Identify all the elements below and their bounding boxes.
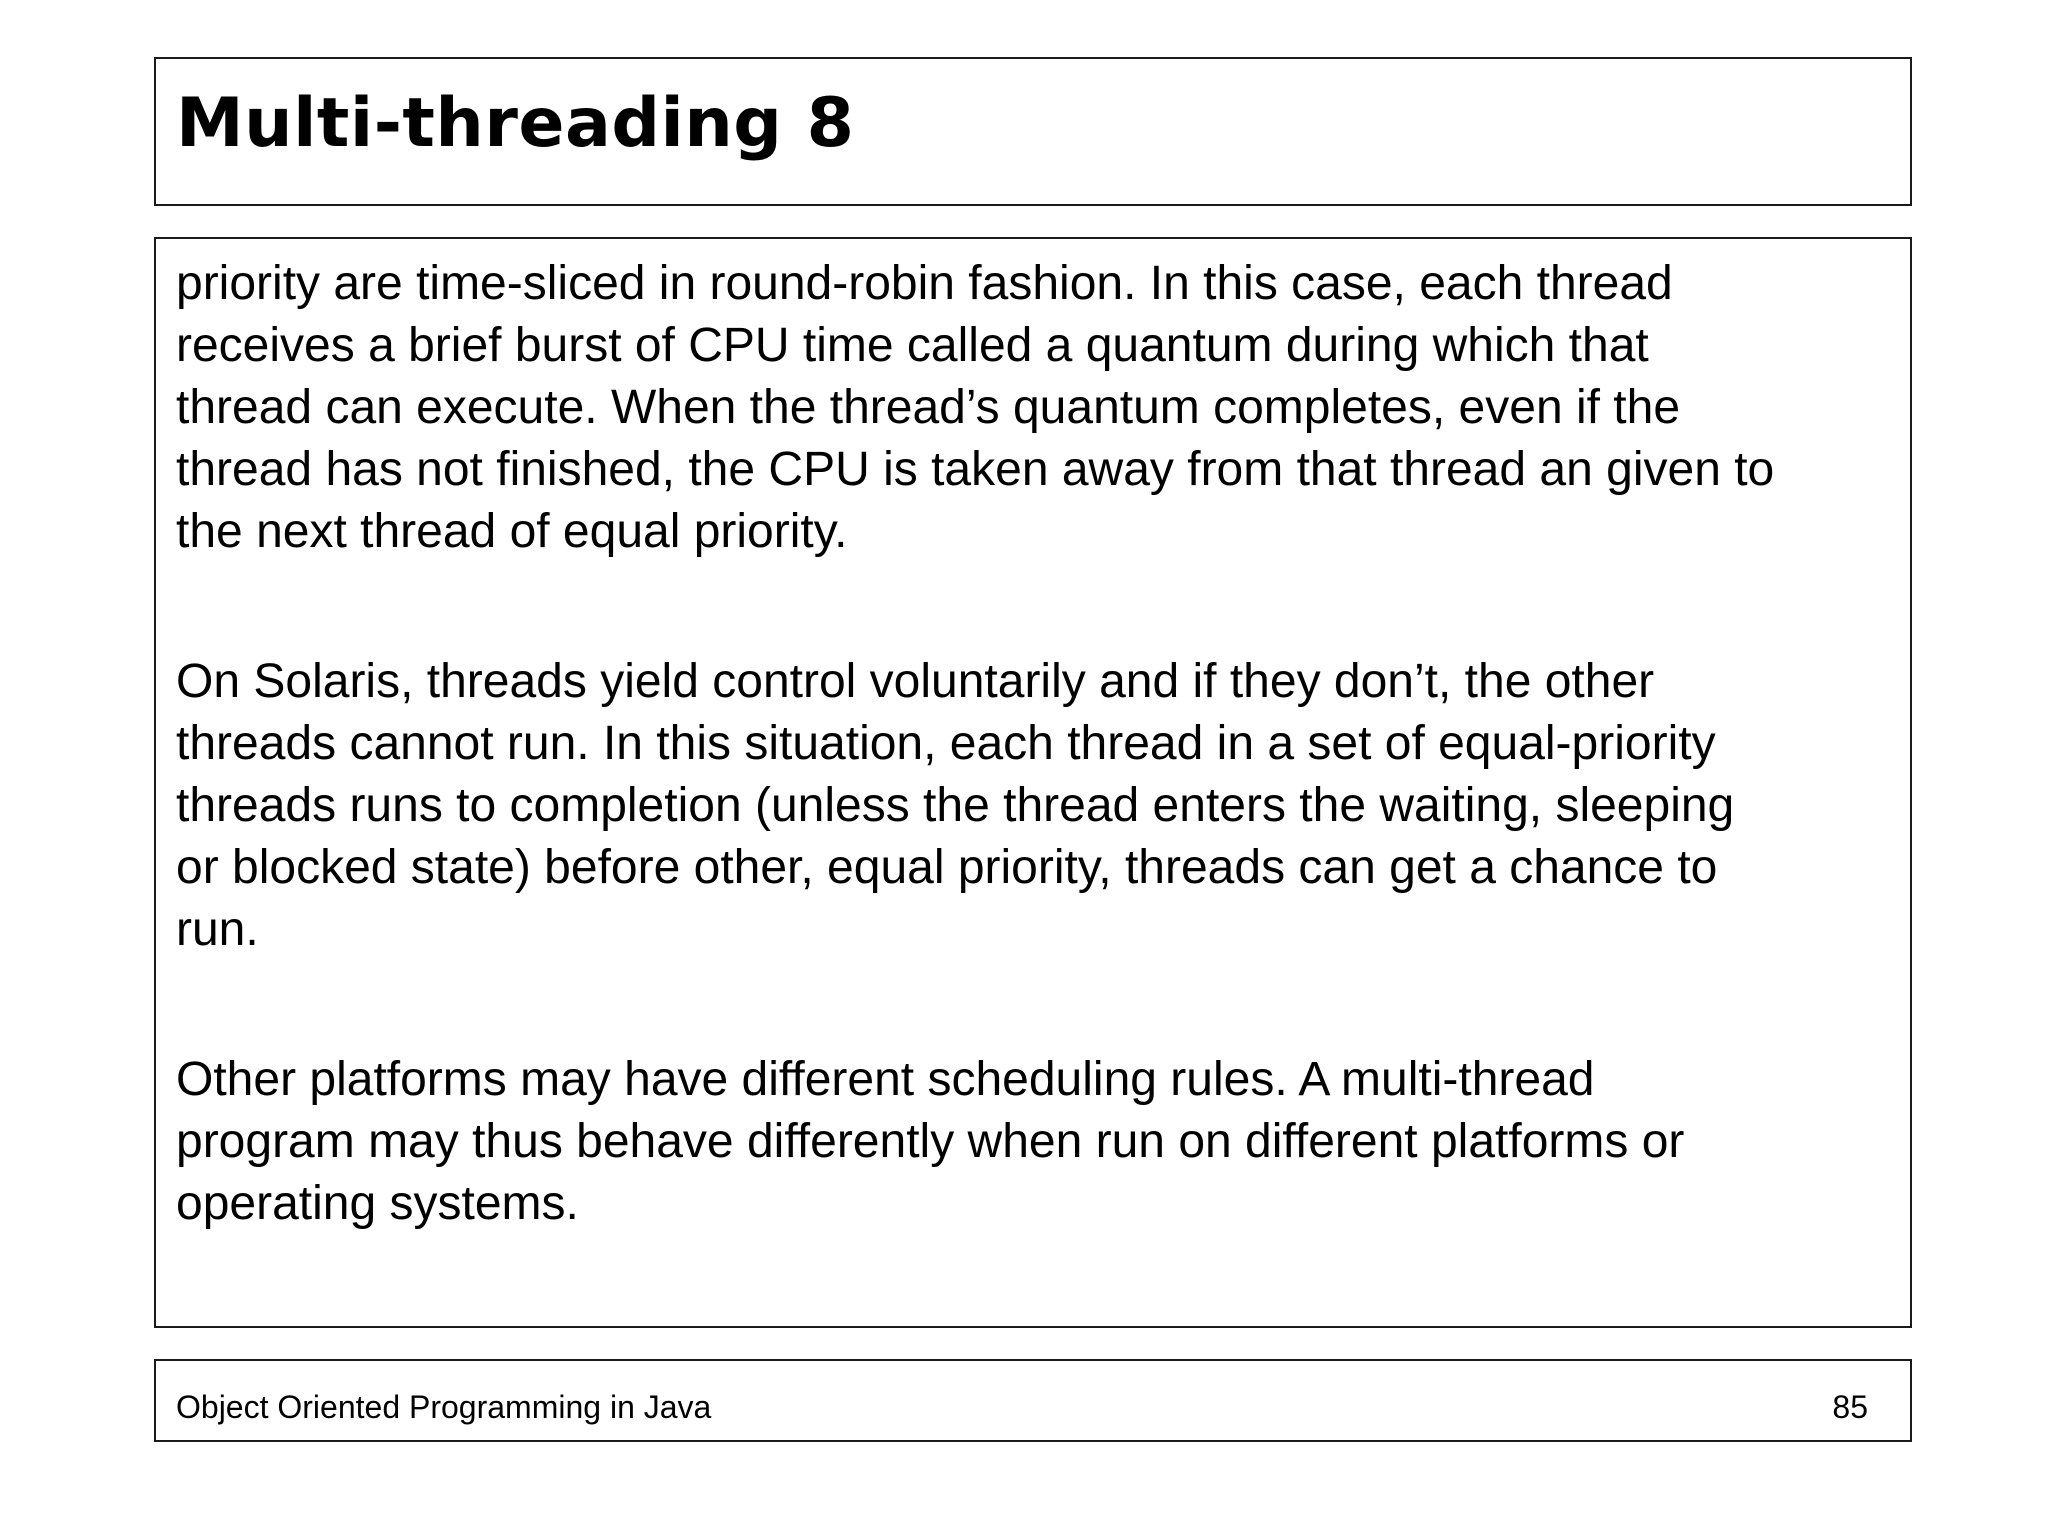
content-frame <box>154 237 1912 1328</box>
paragraph <box>176 253 1896 563</box>
slide-title: Multi-threading 8 <box>176 84 855 163</box>
text-line: or blocked state) before other, equal priority, threads can get a chance to <box>176 841 1718 894</box>
title-frame <box>154 57 1912 206</box>
footer-course-title: Object Oriented Programming in Java <box>176 1389 712 1425</box>
text-line: the next thread of equal priority. <box>176 505 848 558</box>
text-line: threads cannot run. In this situation, each thread in a set of equal-priority <box>176 717 1716 770</box>
paragraph <box>176 651 1896 961</box>
text-line: priority are time-sliced in round-robin fashion. In this case, each thread <box>176 257 1673 310</box>
text-line: receives a brief burst of CPU time called a quantum during which that <box>176 319 1649 372</box>
slide-body <box>176 253 1896 1235</box>
text-line: thread can execute. When the thread’s quantum completes, even if the <box>176 381 1681 434</box>
page-number: 85 <box>1832 1389 1868 1425</box>
text-line: operating systems. <box>176 1177 579 1230</box>
text-line: Other platforms may have different scheduling rules. A multi-thread <box>176 1053 1595 1106</box>
text-line: program may thus behave differently when run on different platforms or <box>176 1115 1685 1168</box>
text-line: run. <box>176 903 259 956</box>
text-line: On Solaris, threads yield control voluntarily and if they don’t, the other <box>176 655 1655 708</box>
text-line: thread has not finished, the CPU is taken away from that thread an given to <box>176 443 1775 496</box>
footer-frame <box>154 1359 1912 1442</box>
paragraph <box>176 1049 1896 1235</box>
text-line: threads runs to completion (unless the thread enters the waiting, sleeping <box>176 779 1735 832</box>
